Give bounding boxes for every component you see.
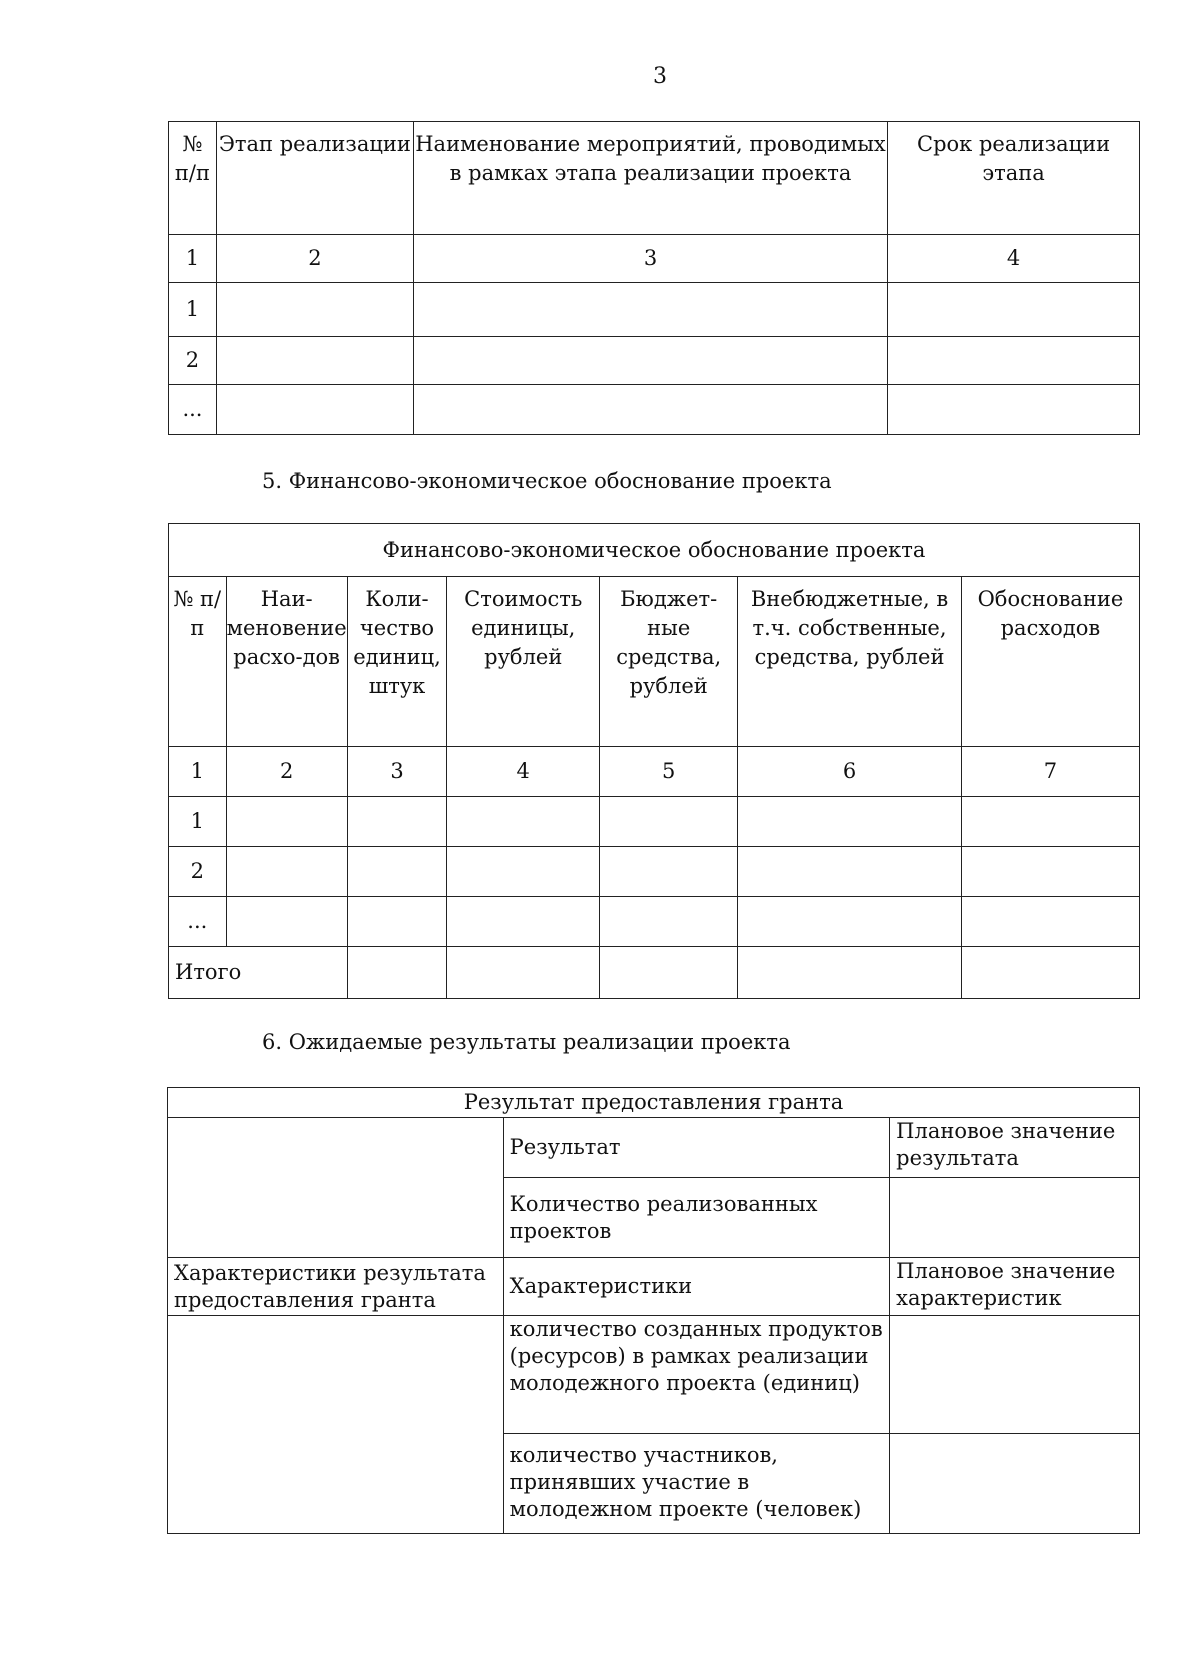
index-row — [169, 747, 1140, 797]
col-header-justification: Обоснование расходов — [961, 577, 1139, 747]
col-header-extrabudget: Внебюджетные, в т.ч. собственные, средства, рублей — [738, 577, 962, 747]
index-cell: 5 — [600, 747, 738, 797]
empty-cell — [347, 947, 447, 999]
col-header-number: № п/п — [169, 577, 227, 747]
stages-table — [168, 121, 1140, 435]
plan-char-header: Плановое значение характеристик — [890, 1258, 1140, 1316]
table-caption-row — [168, 1088, 1140, 1118]
empty-cell — [347, 897, 447, 947]
table-row — [169, 847, 1140, 897]
empty-cell — [226, 797, 347, 847]
index-cell: 1 — [169, 235, 217, 283]
empty-cell — [347, 847, 447, 897]
empty-cell — [447, 847, 600, 897]
index-cell: 2 — [216, 235, 413, 283]
col-header-number: № п/п — [169, 122, 217, 235]
table-row — [169, 283, 1140, 337]
col-header-stage: Этап реализации — [216, 122, 413, 235]
empty-cell — [447, 897, 600, 947]
total-row — [169, 947, 1140, 999]
table-caption-row — [169, 524, 1140, 577]
characteristics-label: Характеристики результата предоставления гранта — [168, 1258, 504, 1316]
empty-cell — [738, 947, 962, 999]
col-header-quantity: Коли-чество единиц, штук — [347, 577, 447, 747]
row-number: 2 — [169, 847, 227, 897]
empty-cell — [888, 283, 1140, 337]
row-number: 1 — [169, 283, 217, 337]
empty-cell — [738, 797, 962, 847]
col-header-activities: Наименование мероприятий, проводимых в рамках этапа реализации проекта — [413, 122, 887, 235]
empty-cell — [890, 1434, 1140, 1534]
empty-cell — [961, 897, 1139, 947]
index-cell: 6 — [738, 747, 962, 797]
section-5-title: 5. Финансово-экономическое обоснование проекта — [262, 469, 832, 493]
result-header: Результат — [503, 1118, 890, 1178]
characteristic-item: количество созданных продуктов (ресурсов) в рамках реализации молодежного проекта (единиц) — [503, 1316, 890, 1434]
index-cell: 3 — [413, 235, 887, 283]
index-cell: 2 — [226, 747, 347, 797]
empty-cell — [168, 1316, 504, 1534]
results-table — [167, 1087, 1140, 1534]
index-cell: 4 — [888, 235, 1140, 283]
table-row — [169, 385, 1140, 435]
section-6-title: 6. Ожидаемые результаты реализации проекта — [262, 1030, 791, 1054]
table-header-row — [169, 122, 1140, 235]
empty-cell — [890, 1178, 1140, 1258]
index-cell: 4 — [447, 747, 600, 797]
table-caption: Результат предоставления гранта — [168, 1088, 1140, 1118]
row-number: 1 — [169, 797, 227, 847]
empty-cell — [447, 797, 600, 847]
result-header-row — [168, 1118, 1140, 1178]
empty-cell — [600, 797, 738, 847]
characteristic-item: количество участников, принявших участие в молодежном проекте (человек) — [503, 1434, 890, 1534]
empty-cell — [413, 385, 887, 435]
empty-cell — [738, 897, 962, 947]
total-label: Итого — [169, 947, 348, 999]
empty-cell — [413, 337, 887, 385]
plan-result-header: Плановое значение результата — [890, 1118, 1140, 1178]
table-row — [169, 897, 1140, 947]
empty-cell — [600, 897, 738, 947]
empty-cell — [961, 847, 1139, 897]
page-number: 3 — [653, 64, 667, 89]
empty-cell — [168, 1118, 504, 1258]
table-row — [169, 337, 1140, 385]
row-number: ... — [169, 897, 227, 947]
empty-cell — [216, 337, 413, 385]
empty-cell — [413, 283, 887, 337]
col-header-unit-cost: Стоимость единицы, рублей — [447, 577, 600, 747]
empty-cell — [961, 947, 1139, 999]
table-row — [168, 1316, 1140, 1434]
empty-cell — [738, 847, 962, 897]
characteristics-header: Характеристики — [503, 1258, 890, 1316]
index-cell: 3 — [347, 747, 447, 797]
finance-table — [168, 523, 1140, 999]
index-cell: 1 — [169, 747, 227, 797]
row-number: 2 — [169, 337, 217, 385]
index-cell: 7 — [961, 747, 1139, 797]
empty-cell — [961, 797, 1139, 847]
empty-cell — [216, 283, 413, 337]
empty-cell — [888, 337, 1140, 385]
col-header-budget: Бюджет-ные средства, рублей — [600, 577, 738, 747]
empty-cell — [226, 847, 347, 897]
table-row — [169, 797, 1140, 847]
empty-cell — [347, 797, 447, 847]
empty-cell — [216, 385, 413, 435]
empty-cell — [888, 385, 1140, 435]
empty-cell — [890, 1316, 1140, 1434]
table-caption: Финансово-экономическое обоснование проекта — [169, 524, 1140, 577]
empty-cell — [447, 947, 600, 999]
characteristics-header-row — [168, 1258, 1140, 1316]
empty-cell — [600, 947, 738, 999]
col-header-deadline: Срок реализации этапа — [888, 122, 1140, 235]
row-number: ... — [169, 385, 217, 435]
col-header-expense-name: Наи-меновение расхо-дов — [226, 577, 347, 747]
result-item: Количество реализованных проектов — [503, 1178, 890, 1258]
empty-cell — [600, 847, 738, 897]
empty-cell — [226, 897, 347, 947]
table-header-row — [169, 577, 1140, 747]
index-row — [169, 235, 1140, 283]
